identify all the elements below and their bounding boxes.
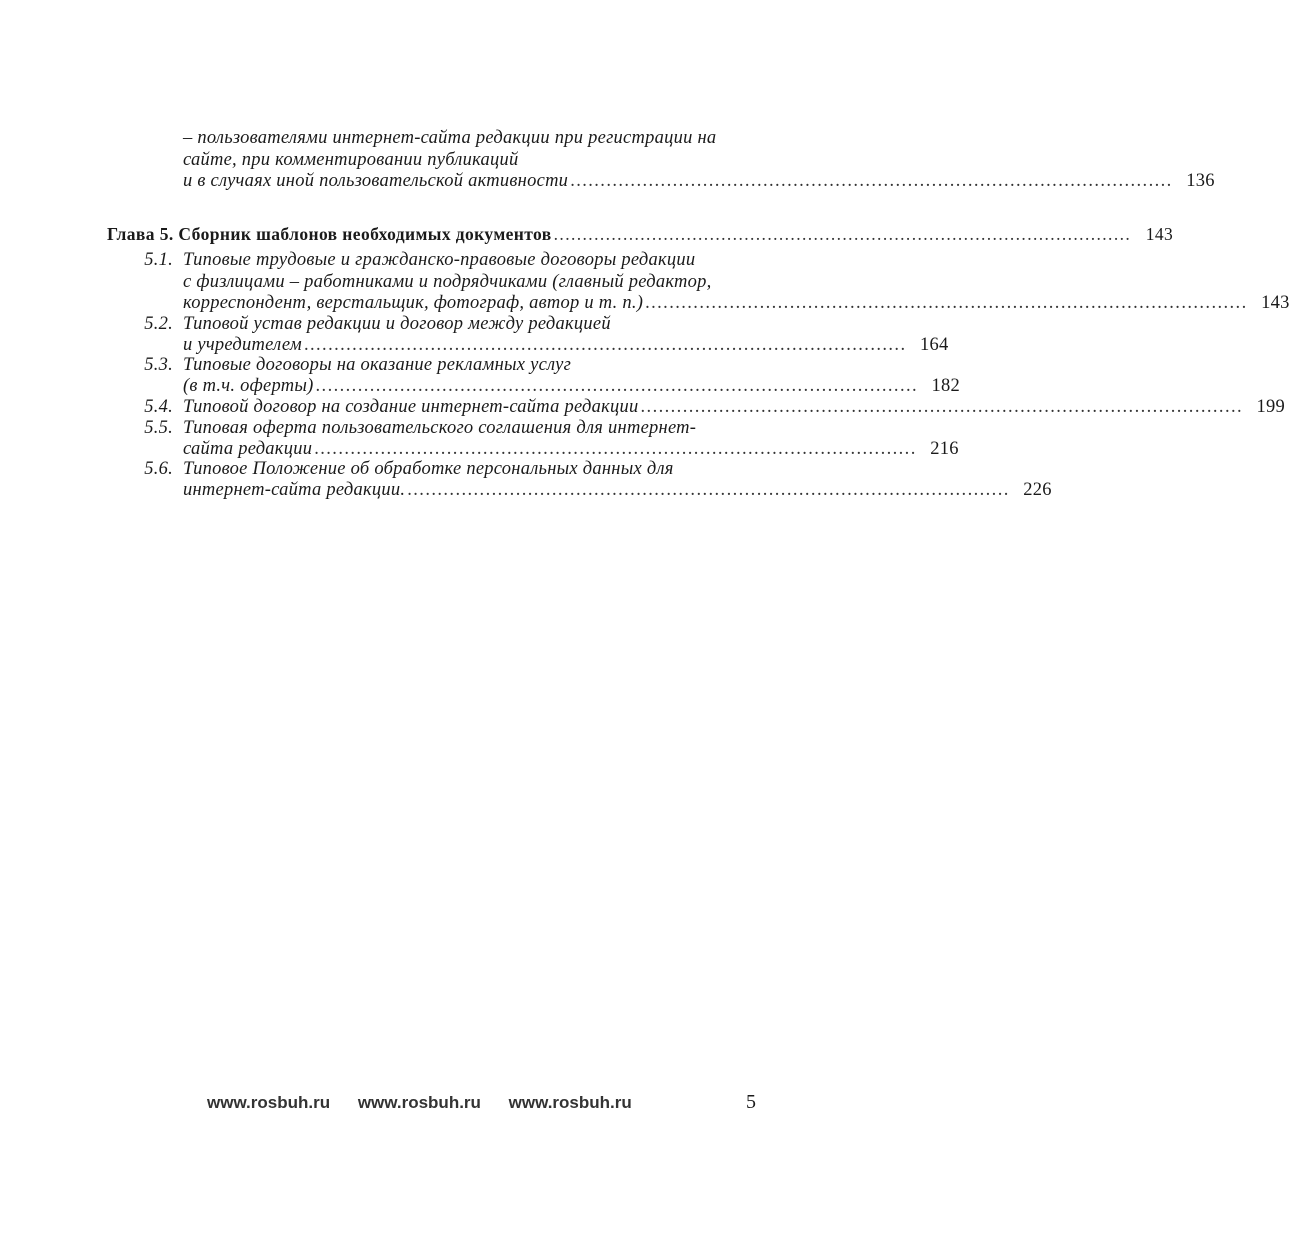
dot-leader: .................................................................................................... — [570, 171, 1173, 191]
chapter-title: Глава 5. Сборник шаблонов необходимых документов — [107, 224, 552, 244]
toc-section-5-1-line-1: 5.1. Типовые трудовые и гражданско-правовые договоры редакции — [144, 250, 696, 270]
toc-section-5-5-line-1: 5.5. Типовая оферта пользовательского соглашения для интернет- — [144, 418, 697, 438]
footer-url-link[interactable]: www.rosbuh.ru — [357, 1093, 481, 1112]
toc-section-5-2-line-1: 5.2. Типовой устав редакции и договор между редакцией — [144, 314, 611, 334]
page-number: 182 — [931, 376, 961, 396]
toc-prev-line-1: – пользователями интернет-сайта редакции при регистрации на — [183, 128, 717, 148]
toc-prev-line-2: сайте, при комментировании публикаций — [183, 150, 519, 170]
footer-urls — [207, 1093, 655, 1113]
section-number: 5.1. — [144, 250, 173, 270]
page-number: 136 — [1186, 171, 1215, 191]
page-number: 164 — [919, 335, 949, 355]
dot-leader: .................................................................................................... — [303, 335, 907, 355]
toc-section-5-1-line-2: с физлицами – работниками и подрядчиками (главный редактор, — [183, 272, 712, 292]
toc-section-5-2[interactable]: и учредителем .................................................................................................... 164 — [183, 335, 949, 355]
toc-entry-prev[interactable]: и в случаях иной пользовательской активности .................................................................................................... 136 — [183, 171, 1215, 191]
toc-section-5-5[interactable]: сайта редакции .................................................................................................... 216 — [183, 439, 959, 459]
dot-leader: .................................................................................................... — [407, 480, 1010, 500]
page-number: 143 — [1145, 224, 1174, 244]
toc-chapter-5[interactable] — [107, 223, 1174, 245]
toc-section-5-6[interactable]: интернет-сайта редакции. .................................................................................................... 226 — [183, 480, 1052, 500]
dot-leader: .................................................................................................... — [640, 397, 1244, 417]
footer-url-link[interactable]: www.rosbuh.ru — [508, 1093, 632, 1112]
toc-section-5-6-line-1: 5.6. Типовое Положение об обработке персональных данных для — [144, 459, 674, 479]
section-number: 5.2. — [144, 314, 173, 334]
page-number: 226 — [1023, 480, 1052, 500]
dot-leader: .................................................................................................... — [314, 439, 917, 459]
dot-leader: .................................................................................................... — [315, 376, 919, 396]
page-number: 199 — [1256, 397, 1286, 417]
toc-section-5-1[interactable]: корреспондент, верстальщик, фотограф, автор и т. п.) .................................................................................................... 143 — [183, 293, 1290, 313]
section-number: 5.5. — [144, 418, 173, 438]
section-number: 5.6. — [144, 459, 173, 479]
toc-section-5-3[interactable]: (в т.ч. оферты) .................................................................................................... 182 — [183, 376, 961, 396]
section-number: 5.4. — [144, 397, 173, 417]
page-number: 143 — [1261, 293, 1290, 313]
toc-section-5-4[interactable]: 5.4. Типовой договор на создание интернет-сайта редакции .................................................................................................... 199 — [144, 397, 1286, 417]
page-folio: 5 — [746, 1091, 756, 1113]
section-number: 5.3. — [144, 355, 173, 375]
toc-section-5-3-line-1: 5.3. Типовые договоры на оказание рекламных услуг — [144, 355, 572, 375]
dot-leader: .................................................................................................... — [553, 224, 1132, 244]
dot-leader: .................................................................................................... — [645, 293, 1248, 313]
footer-url-link[interactable]: www.rosbuh.ru — [207, 1093, 331, 1112]
page-number: 216 — [930, 439, 959, 459]
